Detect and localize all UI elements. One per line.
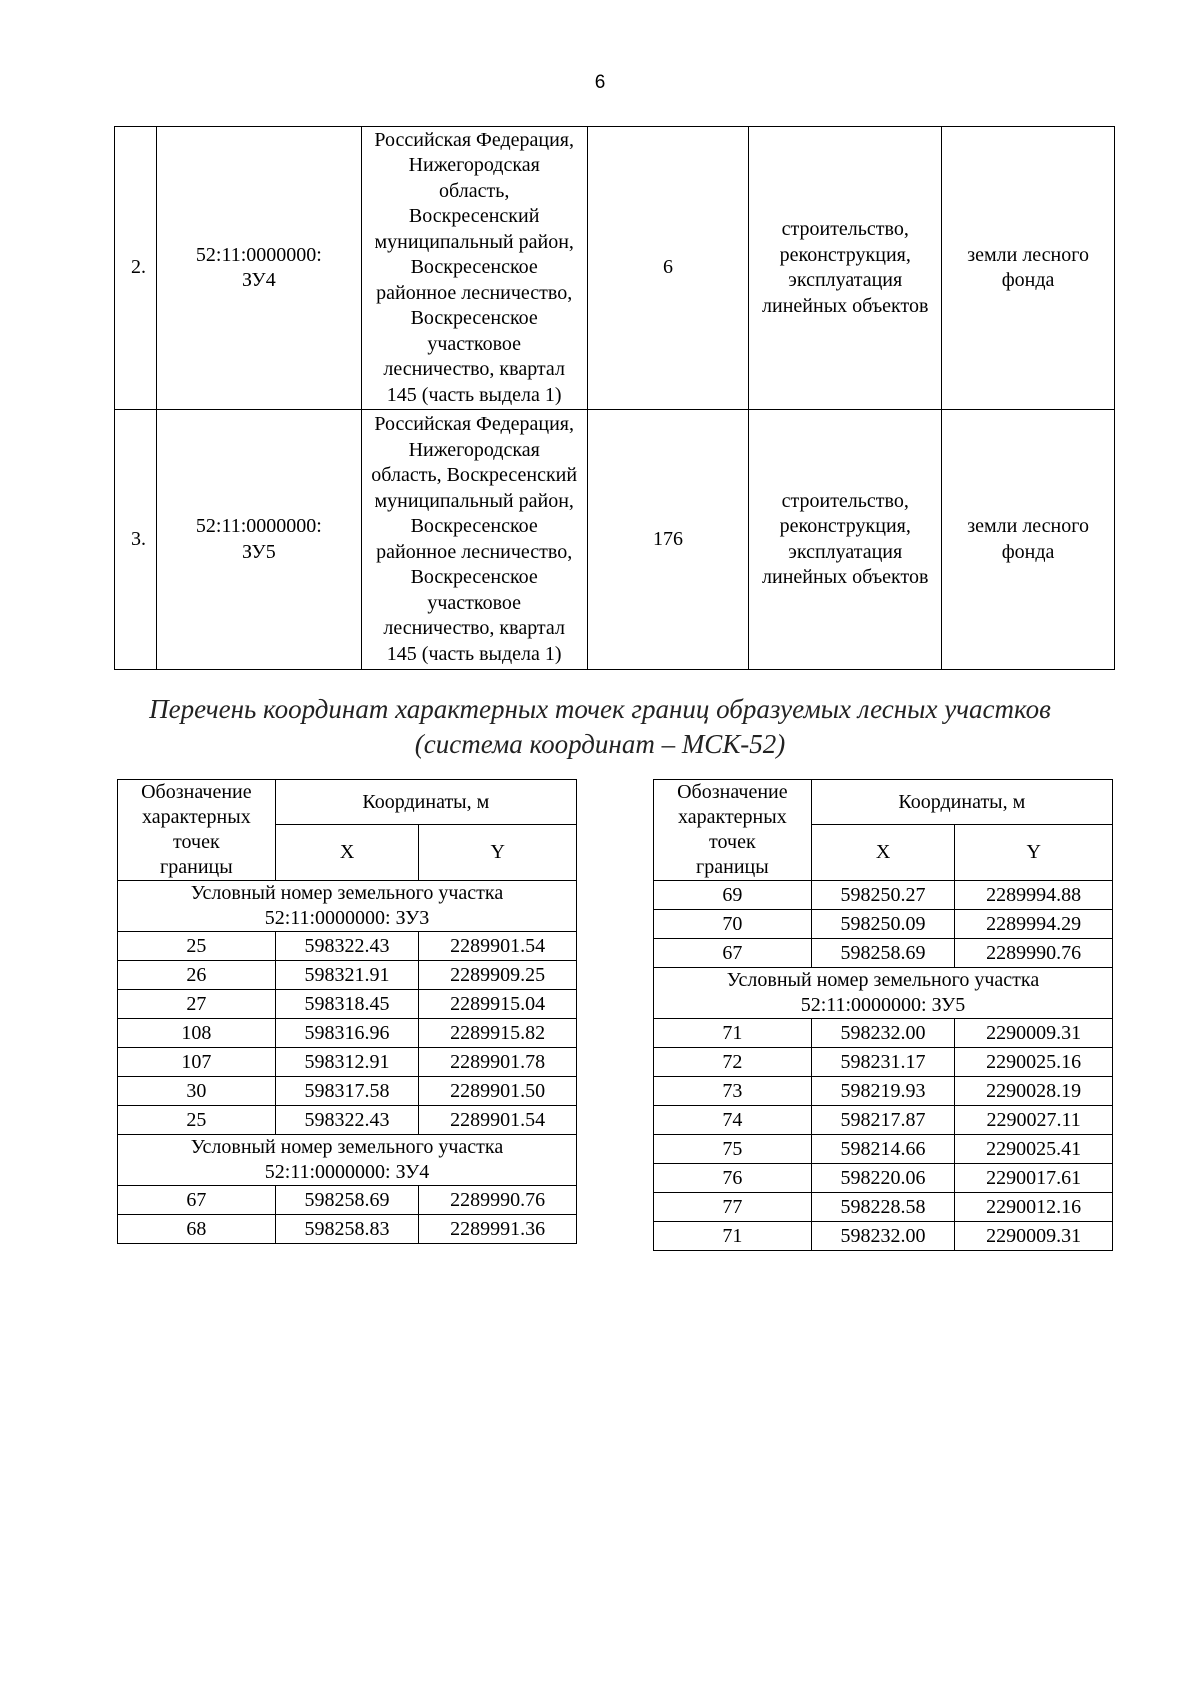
plot-address (361, 410, 587, 670)
coordinates-body-left (118, 780, 577, 1244)
coord-row (118, 961, 577, 990)
coord-row (118, 1048, 577, 1077)
coord-row (118, 1077, 577, 1106)
permitted-use-line: строительство, (781, 489, 909, 512)
coord-row (118, 1106, 577, 1135)
x-coordinate: 598322.43 (275, 932, 419, 961)
section-row (118, 881, 577, 932)
point-header (654, 780, 812, 881)
coord-header-row (654, 780, 1113, 825)
address-line: участковое (427, 591, 522, 614)
address-line: Российская Федерация, (374, 413, 574, 435)
point-number: 26 (118, 961, 276, 990)
coord-row (118, 990, 577, 1019)
point-header-line: характерных (142, 806, 251, 828)
cadastral-number (156, 127, 361, 410)
permitted-use-line: линейных объектов (762, 566, 929, 588)
coord-row (654, 1077, 1113, 1106)
point-number: 68 (118, 1215, 276, 1244)
point-number: 76 (654, 1164, 812, 1193)
address-line: Российская Федерация, (374, 128, 574, 151)
coord-row (118, 1215, 577, 1244)
coordinates-header: Координаты, м (275, 780, 576, 825)
point-number: 30 (118, 1077, 276, 1106)
coordinates-table-left (117, 779, 577, 1244)
address-line: область, (439, 179, 510, 202)
point-number: 69 (654, 881, 812, 910)
permitted-use (749, 410, 942, 670)
address-line: муниципальный район, (374, 230, 574, 253)
x-coordinate: 598322.43 (275, 1106, 419, 1135)
x-coordinate: 598214.66 (811, 1135, 955, 1164)
y-coordinate: 2290025.16 (955, 1048, 1113, 1077)
land-category-line: земли лесного (967, 243, 1089, 266)
section-title-line: Условный номер земельного участка (190, 882, 504, 904)
y-coordinate: 2289990.76 (419, 1186, 577, 1215)
point-header-line: границы (696, 856, 769, 878)
page-number: 6 (594, 72, 606, 93)
y-coordinate: 2289901.54 (419, 1106, 577, 1135)
y-coordinate: 2290017.61 (955, 1164, 1113, 1193)
permitted-use-line: эксплуатация (788, 269, 903, 291)
coord-row (118, 932, 577, 961)
caption-line-1: Перечень координат характерных точек границ образуемых лесных участков (149, 694, 1051, 724)
point-number: 72 (654, 1048, 812, 1077)
x-header: X (811, 825, 955, 881)
permitted-use-line: строительство, (781, 218, 909, 240)
point-header-line: границы (160, 856, 233, 878)
point-header-line: Обозначение (141, 781, 252, 803)
coord-row (654, 1164, 1113, 1193)
y-header: Y (955, 825, 1113, 881)
address-line: Воскресенское (410, 515, 538, 537)
section-title (118, 881, 577, 932)
y-coordinate: 2289901.54 (419, 932, 577, 961)
coord-row (654, 1193, 1113, 1222)
address-line: Нижегородская (408, 438, 540, 461)
permitted-use-line: реконструкция, (779, 243, 911, 266)
point-header-line: характерных (678, 806, 787, 828)
coord-row (654, 939, 1113, 968)
coord-row (654, 1222, 1113, 1251)
address-line: 145 (часть выдела 1) (386, 642, 562, 665)
row-number: 2. (115, 127, 157, 410)
address-line: Воскресенское (410, 307, 538, 330)
land-category-line: фонда (1001, 269, 1055, 291)
x-coordinate: 598228.58 (811, 1193, 955, 1222)
cadastral-number-line: 52:11:0000000: (195, 243, 322, 266)
permitted-use-line: эксплуатация (788, 540, 903, 563)
x-coordinate: 598258.83 (275, 1215, 419, 1244)
permitted-use-line: линейных объектов (762, 294, 929, 317)
cadastral-number (156, 410, 361, 670)
land-plots-body (115, 127, 1115, 670)
permitted-use-line: реконструкция, (779, 515, 911, 537)
y-coordinate: 2289901.78 (419, 1048, 577, 1077)
address-line: лесничество, квартал (383, 358, 565, 381)
x-coordinate: 598312.91 (275, 1048, 419, 1077)
point-number: 74 (654, 1106, 812, 1135)
point-header (118, 780, 276, 881)
x-coordinate: 598231.17 (811, 1048, 955, 1077)
point-number: 108 (118, 1019, 276, 1048)
plot-address (361, 127, 587, 410)
point-number: 77 (654, 1193, 812, 1222)
y-coordinate: 2289909.25 (419, 961, 577, 990)
point-number: 70 (654, 910, 812, 939)
coordinates-caption (0, 692, 1200, 762)
address-line: муниципальный район, (374, 489, 574, 512)
land-category-line: земли лесного (967, 515, 1089, 537)
section-title-line: 52:11:0000000: ЗУ3 (264, 907, 430, 929)
cadastral-number-line: ЗУ4 (242, 269, 276, 291)
coord-row (654, 1106, 1113, 1135)
section-title-line: Условный номер земельного участка (726, 969, 1040, 991)
section-row (654, 968, 1113, 1019)
x-coordinate: 598219.93 (811, 1077, 955, 1106)
point-header-line: точек (709, 831, 756, 853)
y-coordinate: 2289991.36 (419, 1215, 577, 1244)
point-number: 67 (654, 939, 812, 968)
x-coordinate: 598321.91 (275, 961, 419, 990)
point-number: 71 (654, 1019, 812, 1048)
x-coordinate: 598317.58 (275, 1077, 419, 1106)
coordinates-header: Координаты, м (811, 780, 1112, 825)
y-coordinate: 2289990.76 (955, 939, 1113, 968)
section-row (118, 1135, 577, 1186)
address-line: районное лесничество, (376, 281, 573, 304)
y-header: Y (419, 825, 577, 881)
caption-line-2: (система координат – МСК-52) (414, 729, 786, 759)
point-number: 107 (118, 1048, 276, 1077)
address-line: область, Воскресенский (371, 464, 578, 486)
y-coordinate: 2289915.82 (419, 1019, 577, 1048)
land-plots-table (114, 126, 1115, 670)
land-plot-row (115, 410, 1115, 670)
x-coordinate: 598258.69 (811, 939, 955, 968)
y-coordinate: 2290025.41 (955, 1135, 1113, 1164)
point-number: 71 (654, 1222, 812, 1251)
address-line: лесничество, квартал (383, 617, 565, 639)
coord-row (118, 1019, 577, 1048)
x-coordinate: 598316.96 (275, 1019, 419, 1048)
address-line: Воскресенский (408, 205, 540, 228)
cadastral-number-line: ЗУ5 (242, 540, 276, 563)
x-coordinate: 598250.27 (811, 881, 955, 910)
y-coordinate: 2289901.50 (419, 1077, 577, 1106)
y-coordinate: 2290009.31 (955, 1019, 1113, 1048)
address-line: Воскресенское (410, 256, 538, 279)
y-coordinate: 2290009.31 (955, 1222, 1113, 1251)
y-coordinate: 2290028.19 (955, 1077, 1113, 1106)
point-number: 73 (654, 1077, 812, 1106)
y-coordinate: 2289994.88 (955, 881, 1113, 910)
address-line: Воскресенское (410, 566, 538, 588)
y-coordinate: 2289915.04 (419, 990, 577, 1019)
x-coordinate: 598258.69 (275, 1186, 419, 1215)
coord-header-row (118, 780, 577, 825)
x-coordinate: 598318.45 (275, 990, 419, 1019)
point-number: 25 (118, 1106, 276, 1135)
x-coordinate: 598232.00 (811, 1222, 955, 1251)
y-coordinate: 2290012.16 (955, 1193, 1113, 1222)
coord-row (654, 1019, 1113, 1048)
permitted-use (749, 127, 942, 410)
section-title-line: 52:11:0000000: ЗУ5 (800, 994, 966, 1016)
x-coordinate: 598220.06 (811, 1164, 955, 1193)
coord-row (654, 1135, 1113, 1164)
plot-area: 176 (587, 410, 749, 670)
y-coordinate: 2289994.29 (955, 910, 1113, 939)
plot-area: 6 (587, 127, 749, 410)
row-number: 3. (115, 410, 157, 670)
x-header: X (275, 825, 419, 881)
section-title (654, 968, 1113, 1019)
coord-row (654, 1048, 1113, 1077)
section-title-line: 52:11:0000000: ЗУ4 (264, 1161, 430, 1183)
point-number: 67 (118, 1186, 276, 1215)
point-header-line: Обозначение (677, 781, 788, 803)
coord-row (118, 1186, 577, 1215)
x-coordinate: 598217.87 (811, 1106, 955, 1135)
x-coordinate: 598250.09 (811, 910, 955, 939)
coord-row (654, 910, 1113, 939)
land-category-line: фонда (1001, 540, 1055, 563)
land-category (942, 410, 1115, 670)
land-category (942, 127, 1115, 410)
address-line: районное лесничество, (376, 540, 573, 563)
section-title-line: Условный номер земельного участка (190, 1136, 504, 1158)
cadastral-number-line: 52:11:0000000: (195, 515, 322, 537)
point-header-line: точек (173, 831, 220, 853)
address-line: Нижегородская (408, 154, 540, 177)
x-coordinate: 598232.00 (811, 1019, 955, 1048)
land-plot-row (115, 127, 1115, 410)
coordinates-table-right (653, 779, 1113, 1251)
section-title (118, 1135, 577, 1186)
address-line: 145 (часть выдела 1) (386, 383, 562, 406)
point-number: 75 (654, 1135, 812, 1164)
point-number: 25 (118, 932, 276, 961)
y-coordinate: 2290027.11 (955, 1106, 1113, 1135)
point-number: 27 (118, 990, 276, 1019)
address-line: участковое (427, 332, 522, 355)
coordinates-body-right (654, 780, 1113, 1251)
coord-row (654, 881, 1113, 910)
